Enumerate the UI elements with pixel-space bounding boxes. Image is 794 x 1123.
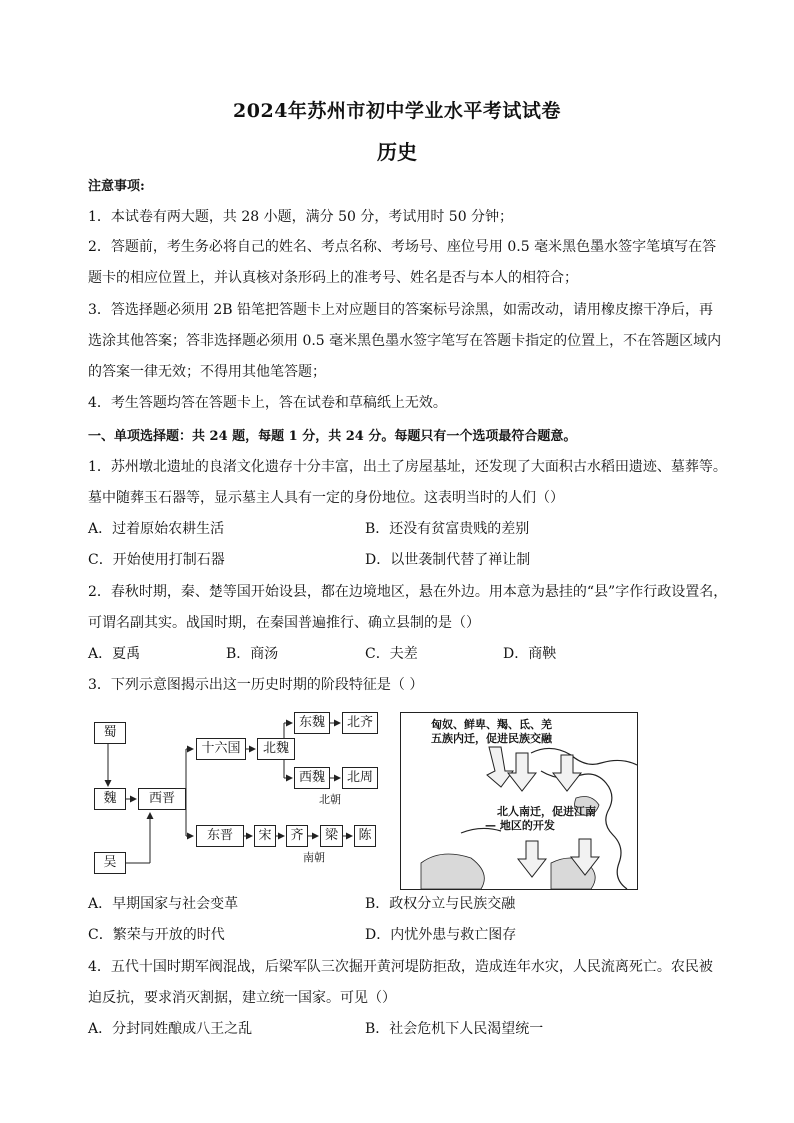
box-qi: 齐 bbox=[286, 825, 308, 847]
box-wu: 吴 bbox=[94, 852, 126, 874]
notice-line: 4．考生答题均答在答题卡上，答在试卷和草稿纸上无效。 bbox=[88, 395, 447, 411]
box-wei: 魏 bbox=[94, 788, 126, 810]
box-song: 宋 bbox=[254, 825, 276, 847]
map-note-1b: 五族内迁，促进民族交融 bbox=[431, 732, 552, 745]
box-chen: 陈 bbox=[354, 825, 376, 847]
label-nanchao: 南朝 bbox=[303, 851, 325, 864]
subject-title: 历史 bbox=[377, 140, 417, 164]
q4-option-b: B．社会危机下人民渴望统一 bbox=[365, 1021, 544, 1037]
box-dongwei: 东魏 bbox=[294, 712, 330, 734]
migration-map bbox=[400, 712, 638, 890]
q1-option-a: A．过着原始农耕生活 bbox=[88, 521, 225, 537]
notice-line: 2．答题前，考生务必将自己的姓名、考点名称、考场号、座位号用 0.5 毫米黑色墨水签字笔填写在答 bbox=[88, 239, 717, 255]
map-note-2: 北人南迁，促进江南 bbox=[497, 805, 596, 818]
q3-option-a: A．早期国家与社会变革 bbox=[88, 896, 239, 912]
notice-line: 1．本试卷有两大题，共 28 小题，满分 50 分，考试用时 50 分钟； bbox=[88, 209, 514, 225]
map-note-1: 匈奴、鲜卑、羯、氐、羌 bbox=[431, 718, 552, 731]
question-2-line: 2．春秋时期，秦、楚等国开始设县，都在边境地区，悬在外边。用本意为悬挂的“县”字作行政设置名， bbox=[88, 584, 728, 600]
southwest-landmass bbox=[421, 854, 484, 889]
migration-arrow-4 bbox=[518, 841, 546, 877]
box-beizhou: 北周 bbox=[342, 767, 378, 789]
box-beiwei: 北魏 bbox=[257, 738, 295, 760]
q3-option-b: B．政权分立与民族交融 bbox=[365, 896, 516, 912]
question-1-line: 墓中随葬玉石器等，显示墓主人具有一定的身份地位。这表明当时的人们（） bbox=[88, 490, 564, 506]
section-heading: 一、单项选择题：共 24 题，每题 1 分，共 24 分。每题只有一个选项最符合题意。 bbox=[88, 429, 577, 444]
q2-option-a: A．夏禹 bbox=[88, 646, 141, 662]
q3-option-d: D．内忧外患与救亡图存 bbox=[365, 927, 517, 943]
q4-option-a: A．分封同姓酿成八王之乱 bbox=[88, 1021, 253, 1037]
notice-line: 的答案一律无效；不得用其他笔答题； bbox=[88, 364, 326, 380]
notice-line: 3．答选择题必须用 2B 铅笔把答题卡上对应题目的答案标号涂黑，如需改动，请用橡皮擦干净后，再 bbox=[88, 302, 714, 318]
q2-option-b: B．商汤 bbox=[226, 646, 279, 662]
map-note-dash: — bbox=[485, 819, 500, 832]
question-2-line: 可谓名副其实。战国时期，在秦国普遍推行、确立县制的是（） bbox=[88, 615, 480, 631]
question-1-line: 1．苏州墩北遗址的良渚文化遗存十分丰富，出土了房屋基址，还发现了大面积古水稻田遗迹、墓葬等。 bbox=[88, 459, 727, 475]
question-4-line: 迫反抗，要求消灭割据，建立统一国家。可见（） bbox=[88, 990, 396, 1006]
notice-heading: 注意事项: bbox=[88, 179, 145, 194]
notice-line: 选涂其他答案；答非选择题必须用 0.5 毫米黑色墨水签字笔写在答题卡指定的位置上，不在答题区域内 bbox=[88, 333, 722, 349]
migration-arrow-1 bbox=[487, 747, 513, 787]
box-beiqi: 北齐 bbox=[342, 712, 378, 734]
box-liang: 梁 bbox=[320, 825, 343, 847]
q1-option-b: B．还没有贫富贵贱的差别 bbox=[365, 521, 530, 537]
exam-title: 2024年苏州市初中学业水平考试试卷 bbox=[233, 100, 561, 122]
q2-option-c: C．夫差 bbox=[365, 646, 418, 662]
box-dongjin: 东晋 bbox=[196, 825, 244, 847]
dynasty-flow-diagram bbox=[90, 712, 390, 882]
q1-option-c: C．开始使用打制石器 bbox=[88, 552, 225, 568]
question-3-line: 3．下列示意图揭示出这一历史时期的阶段特征是（ ） bbox=[88, 677, 424, 693]
box-shiliuguo: 十六国 bbox=[196, 738, 246, 760]
q3-option-c: C．繁荣与开放的时代 bbox=[88, 927, 225, 943]
map-note-2b-text: 地区的开发 bbox=[499, 819, 555, 832]
map-note-2b bbox=[485, 819, 555, 833]
box-shu: 蜀 bbox=[94, 722, 126, 744]
q2-option-d: D．商鞅 bbox=[503, 646, 557, 662]
box-xijin: 西晋 bbox=[138, 788, 186, 810]
question-4-line: 4．五代十国时期军阀混战，后梁军队三次掘开黄河堤防拒敌，造成连年水灾，人民流离死亡。农民被 bbox=[88, 959, 713, 975]
label-beichao: 北朝 bbox=[319, 793, 341, 806]
notice-line: 题卡的相应位置上，并认真核对条形码上的准考号、姓名是否与本人的相符合； bbox=[88, 270, 578, 286]
q1-option-d: D．以世袭制代替了禅让制 bbox=[365, 552, 531, 568]
migration-arrow-3 bbox=[553, 755, 581, 791]
box-xiwei: 西魏 bbox=[294, 767, 330, 789]
